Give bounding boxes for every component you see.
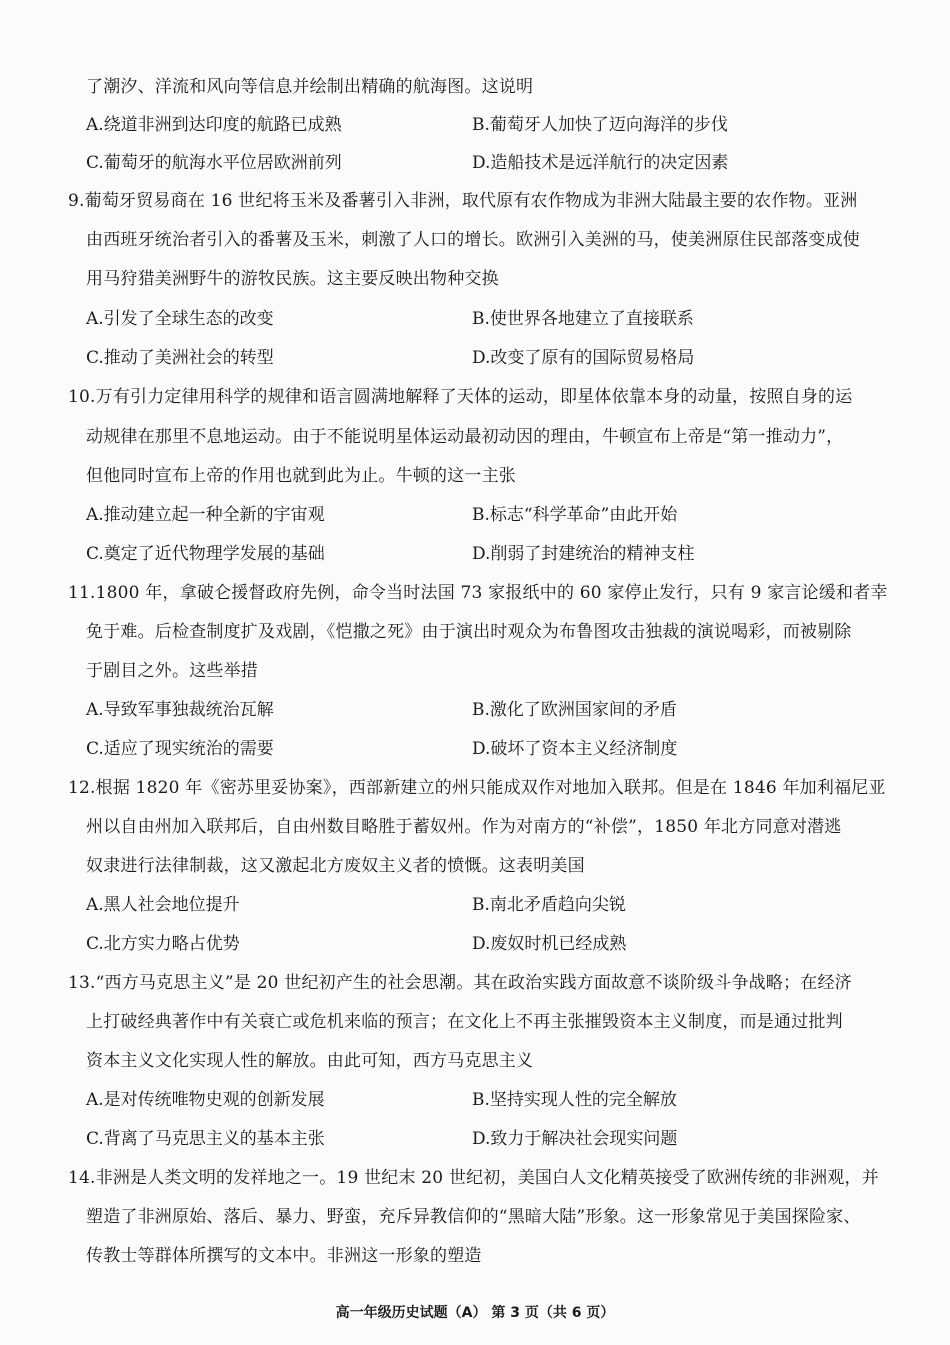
- question-9-line-3: 用马狩猎美洲野牛的游牧民族。这主要反映出物种交换: [86, 269, 499, 289]
- q13-option-b: B.坚持实现人性的完全解放: [472, 1090, 677, 1110]
- q8-option-c: C.葡萄牙的航海水平位居欧洲前列: [86, 153, 342, 173]
- question-12-line-3: 奴隶进行法律制裁，这又激起北方废奴主义者的愤慨。这表明美国: [86, 856, 585, 876]
- question-12-line-1: 12.根据 1820 年《密苏里妥协案》，西部新建立的州只能成双作对地加入联邦。但是在 1846 年加利福尼亚: [68, 778, 886, 798]
- q12-option-b: B.南北矛盾趋向尖锐: [472, 895, 626, 915]
- q8-option-d: D.造船技术是远洋航行的决定因素: [472, 153, 729, 173]
- q11-option-b: B.激化了欧洲国家间的矛盾: [472, 700, 677, 720]
- q12-option-d: D.废奴时机已经成熟: [472, 934, 627, 954]
- q9-option-b: B.使世界各地建立了直接联系: [472, 309, 694, 329]
- q11-option-d: D.破坏了资本主义经济制度: [472, 739, 678, 759]
- q10-option-d: D.削弱了封建统治的精神支柱: [472, 544, 695, 564]
- question-9-line-2: 由西班牙统治者引入的番薯及玉米，刺激了人口的增长。欧洲引入美洲的马，使美洲原住民部落变成使: [86, 230, 860, 250]
- question-13-line-2: 上打破经典著作中有关衰亡或危机来临的预言；在文化上不再主张摧毁资本主义制度，而是通过批判: [86, 1012, 843, 1032]
- q13-option-c: C.背离了马克思主义的基本主张: [86, 1129, 325, 1149]
- question-11-line-1: 11.1800 年，拿破仑援督政府先例，命令当时法国 73 家报纸中的 60 家停止发行，只有 9 家言论缓和者幸: [68, 583, 888, 603]
- question-10-line-1: 10.万有引力定律用科学的规律和语言圆满地解释了天体的运动，即星体依靠本身的动量，按照自身的运: [68, 387, 853, 407]
- q11-option-a: A.导致军事独裁统治瓦解: [86, 700, 274, 720]
- q11-option-c: C.适应了现实统治的需要: [86, 739, 274, 759]
- question-13-line-3: 资本主义文化实现人性的解放。由此可知，西方马克思主义: [86, 1051, 534, 1071]
- q10-option-c: C.奠定了近代物理学发展的基础: [86, 544, 325, 564]
- q13-option-d: D.致力于解决社会现实问题: [472, 1129, 678, 1149]
- q9-option-a: A.引发了全球生态的改变: [86, 309, 274, 329]
- q10-option-a: A.推动建立起一种全新的宇宙观: [86, 505, 325, 525]
- q9-option-d: D.改变了原有的国际贸易格局: [472, 348, 695, 368]
- question-11-line-3: 于剧目之外。这些举措: [86, 661, 258, 681]
- q8-option-a: A.绕道非洲到达印度的航路已成熟: [86, 115, 342, 135]
- page-footer: 高一年级历史试题（A） 第 3 页（共 6 页）: [335, 1305, 615, 1321]
- question-9-line-1: 9.葡萄牙贸易商在 16 世纪将玉米及番薯引入非洲，取代原有农作物成为非洲大陆最主要的农作物。亚洲: [68, 191, 858, 211]
- question-10-line-2: 动规律在那里不息地运动。由于不能说明星体运动最初动因的理由，牛顿宣布上帝是“第一推动力”，: [86, 427, 844, 447]
- q12-option-c: C.北方实力略占优势: [86, 934, 240, 954]
- question-12-line-2: 州以自由州加入联邦后，自由州数目略胜于蓄奴州。作为对南方的“补偿”，1850 年北方同意对潜逃: [86, 817, 842, 837]
- question-14-line-2: 塑造了非洲原始、落后、暴力、野蛮，充斥异教信仰的“黑暗大陆”形象。这一形象常见于美国探险家、: [86, 1207, 861, 1227]
- q13-option-a: A.是对传统唯物史观的创新发展: [86, 1090, 325, 1110]
- q8-option-b: B.葡萄牙人加快了迈向海洋的步伐: [472, 115, 728, 135]
- question-10-line-3: 但他同时宣布上帝的作用也就到此为止。牛顿的这一主张: [86, 466, 516, 486]
- question-14-line-1: 14.非洲是人类文明的发祥地之一。19 世纪末 20 世纪初，美国白人文化精英接受了欧洲传统的非洲观，并: [68, 1168, 879, 1188]
- q9-option-c: C.推动了美洲社会的转型: [86, 348, 274, 368]
- q12-option-a: A.黑人社会地位提升: [86, 895, 240, 915]
- question-14-line-3: 传教士等群体所撰写的文本中。非洲这一形象的塑造: [86, 1246, 482, 1266]
- question-8-continuation: 了潮汐、洋流和风向等信息并绘制出精确的航海图。这说明: [86, 77, 534, 97]
- question-11-line-2: 免于难。后检查制度扩及戏剧，《恺撒之死》由于演出时观众为布鲁图攻击独裁的演说喝彩，而被剔除: [86, 622, 852, 642]
- q10-option-b: B.标志“科学革命”由此开始: [472, 505, 678, 525]
- question-13-line-1: 13.“西方马克思主义”是 20 世纪初产生的社会思潮。其在政治实践方面故意不谈阶级斗争战略；在经济: [68, 973, 852, 993]
